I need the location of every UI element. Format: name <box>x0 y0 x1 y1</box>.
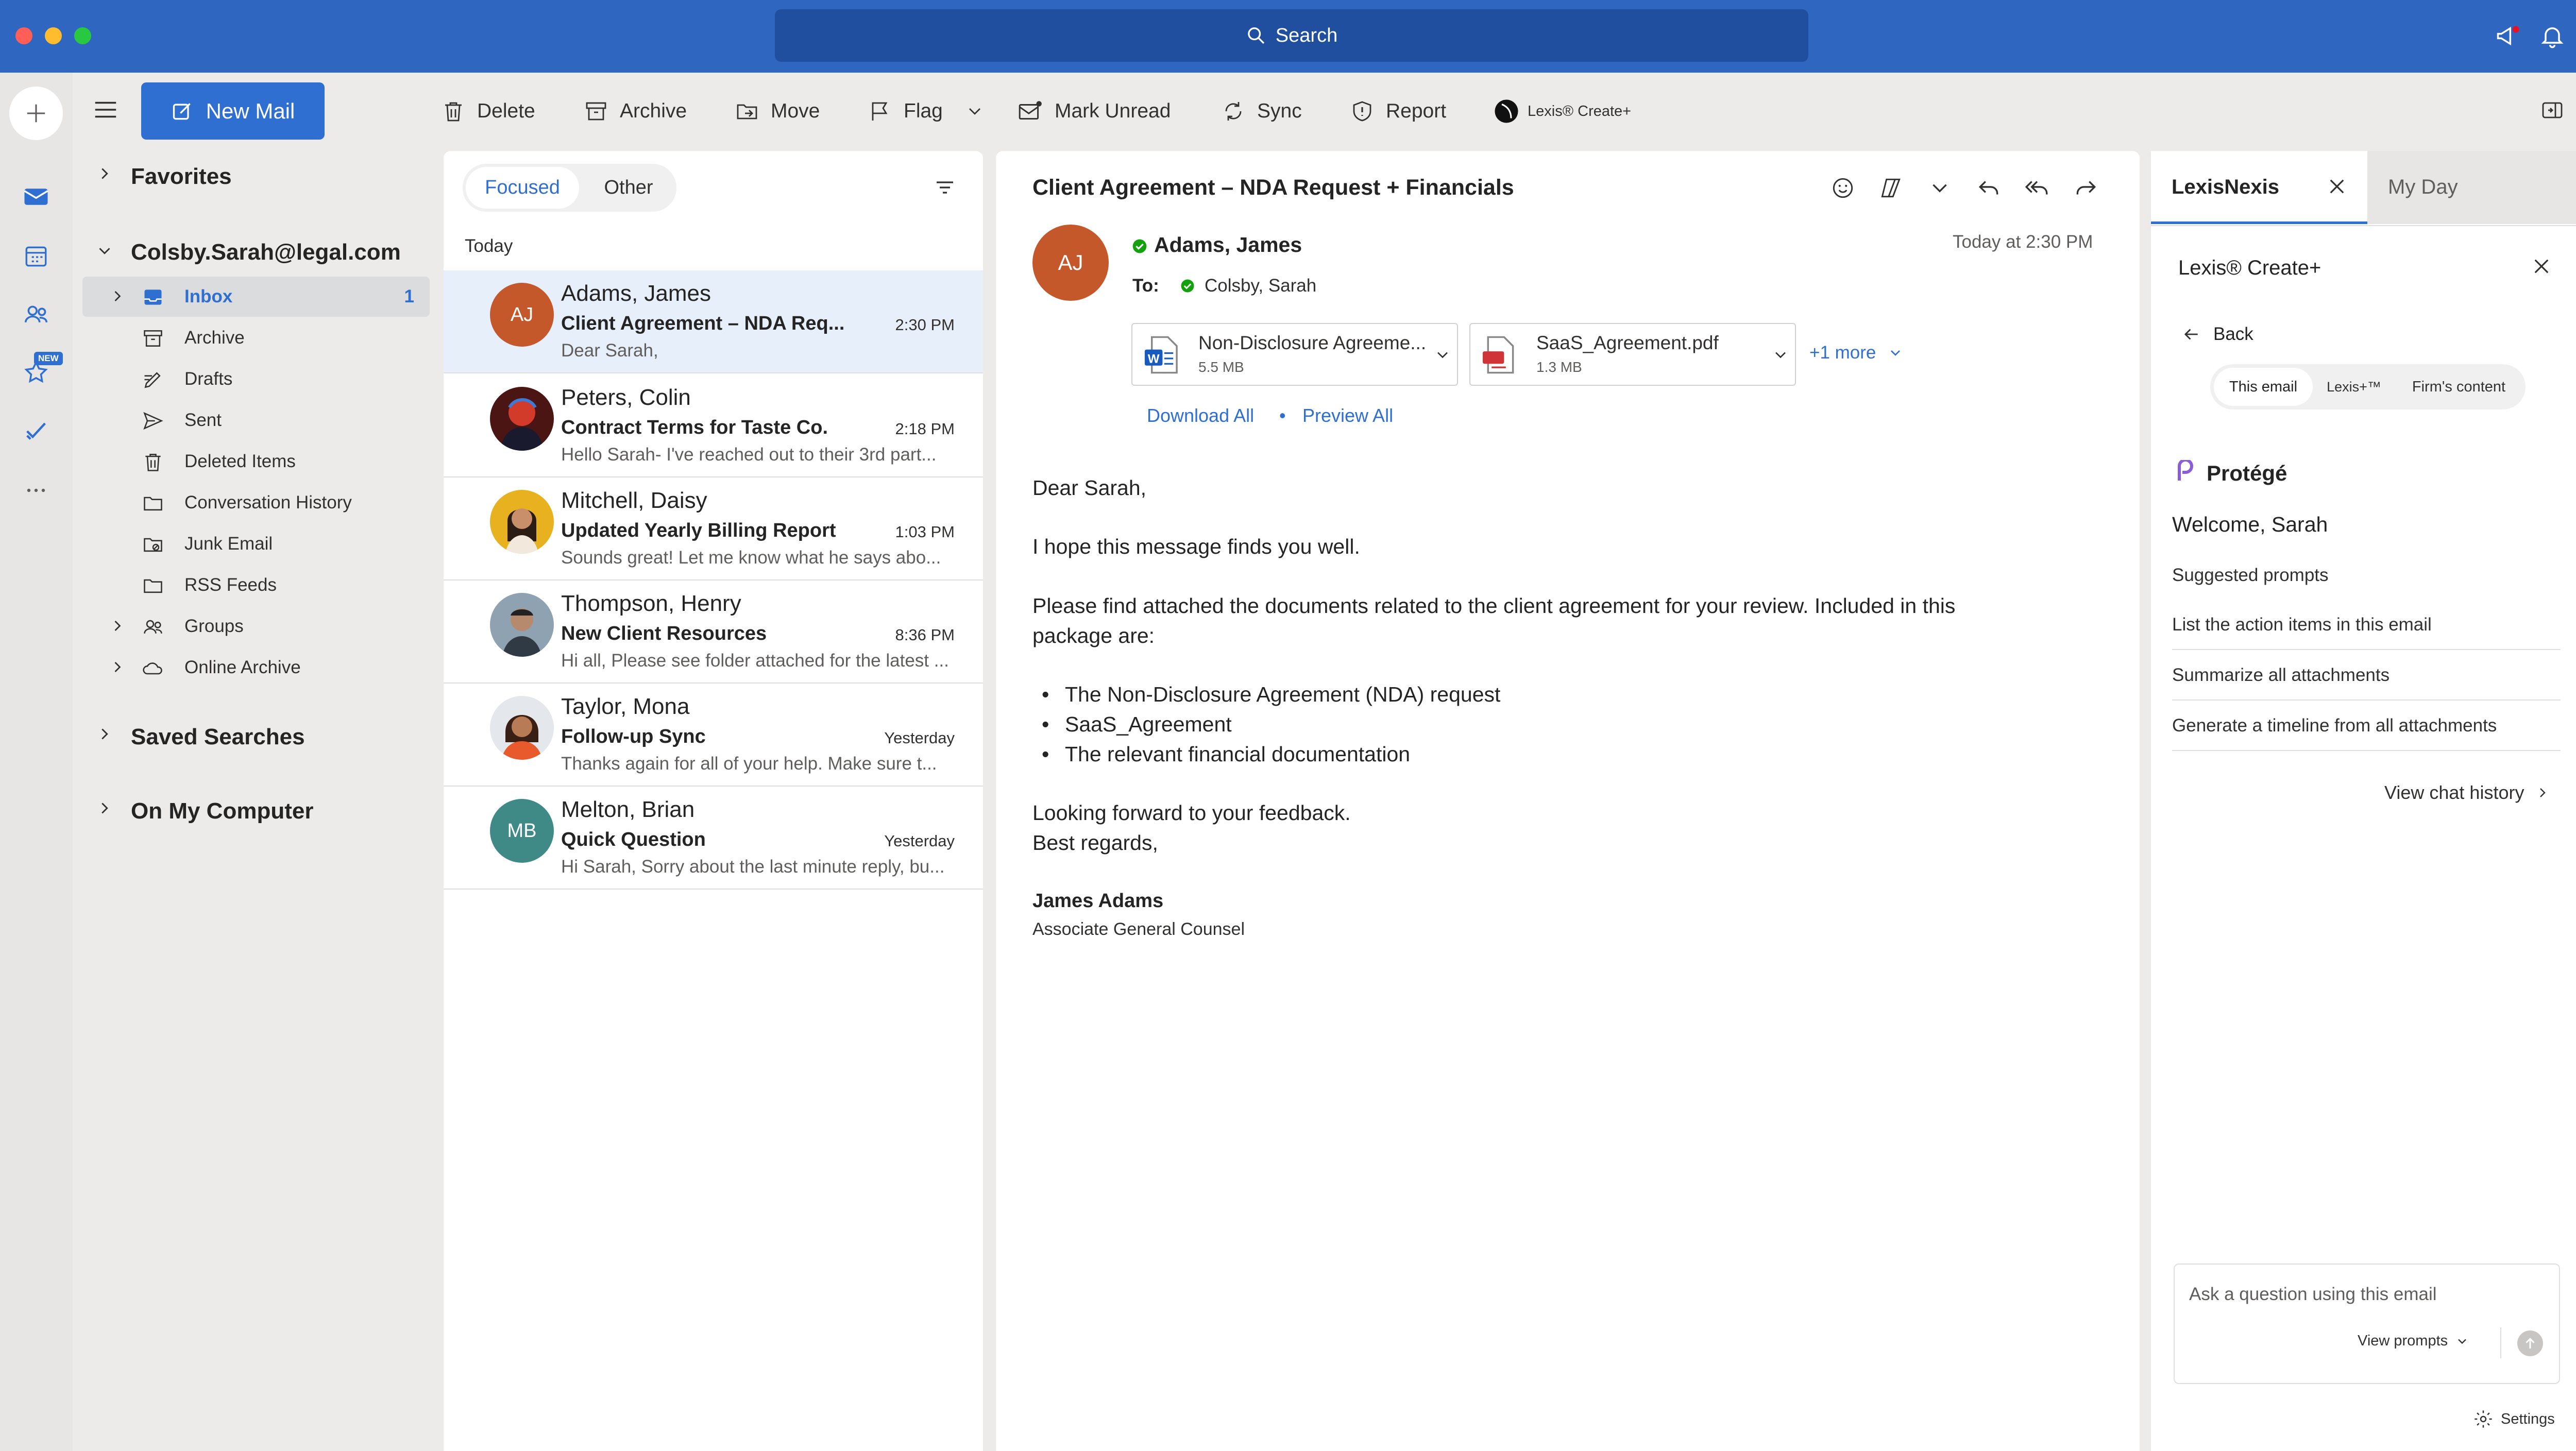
more-attachments-link[interactable] <box>1809 343 1904 363</box>
emoji-reaction-icon[interactable] <box>1830 175 1856 201</box>
app-rail <box>0 73 73 1451</box>
ask-question-box[interactable] <box>2174 1264 2560 1384</box>
archive-button[interactable] <box>584 93 687 129</box>
conversation-history-label: Conversation History <box>184 492 352 513</box>
chevron-down-icon <box>2455 1334 2469 1348</box>
search-icon <box>1246 25 1266 46</box>
avatar: AJ <box>490 283 554 347</box>
chevron-down-icon[interactable] <box>1433 346 1452 364</box>
move-label: Move <box>771 100 820 122</box>
email-paragraph: Looking forward to your feedback. <box>1032 801 1351 825</box>
avatar <box>490 490 554 554</box>
move-folder-icon <box>735 99 759 124</box>
rss-feeds-label: RSS Feeds <box>184 575 277 595</box>
drafts-label: Drafts <box>184 369 233 389</box>
settings-button[interactable] <box>2473 1409 2555 1429</box>
view-prompts-dropdown[interactable] <box>2358 1333 2469 1350</box>
chevron-right-icon <box>108 617 127 635</box>
bell-icon[interactable] <box>2539 23 2566 49</box>
suggested-prompts-heading: Suggested prompts <box>2172 565 2329 585</box>
folder-conversation-history[interactable] <box>82 483 430 523</box>
avatar <box>490 593 554 657</box>
groups-label: Groups <box>184 616 244 636</box>
bullet-item: SaaS_Agreement <box>1065 712 1232 736</box>
junk-email-label: Junk Email <box>184 534 273 554</box>
sender-name: Thompson, Henry <box>561 591 741 616</box>
folder-deleted-items[interactable] <box>82 441 430 482</box>
view-chat-history-label: View chat history <box>2384 782 2524 803</box>
copilot-icon[interactable] <box>1878 175 1904 201</box>
more-attachments-label: +1 more <box>1809 343 1876 363</box>
chevron-right-icon <box>95 724 114 744</box>
scope-firms-content[interactable]: Firm's content <box>2412 378 2506 395</box>
inbox-icon <box>142 286 164 309</box>
suggested-prompt[interactable]: Summarize all attachments <box>2172 651 2561 701</box>
message-row[interactable] <box>444 684 983 787</box>
sender-name: Taylor, Mona <box>561 694 690 719</box>
email-greeting: Dear Sarah, <box>1032 476 1147 500</box>
chevron-down-icon[interactable] <box>1771 346 1790 364</box>
new-badge: NEW <box>34 352 63 365</box>
chevron-right-icon <box>95 164 114 183</box>
compose-icon <box>171 100 194 123</box>
people-icon <box>142 616 164 638</box>
message-row[interactable] <box>444 581 983 684</box>
message-preview: Hi all, Please see folder attached for the latest ... <box>561 651 949 671</box>
saved-searches-expander[interactable] <box>95 724 114 744</box>
attachment-name: SaaS_Agreement.pdf <box>1536 332 1719 353</box>
bullet-item: The Non-Disclosure Agreement (NDA) request <box>1065 682 1501 706</box>
on-my-computer-expander[interactable] <box>95 798 114 818</box>
arrow-up-icon <box>2522 1336 2538 1351</box>
flag-button[interactable] <box>868 93 943 129</box>
svg-text:W: W <box>1147 352 1160 366</box>
attachment-card[interactable] <box>1469 323 1796 386</box>
back-button[interactable] <box>2181 324 2253 345</box>
more-apps-icon[interactable] <box>21 475 52 506</box>
reply-all-icon[interactable] <box>2024 175 2050 201</box>
attachment-name: Non-Disclosure Agreeme... <box>1198 332 1427 353</box>
cloud-archive-icon <box>142 657 164 679</box>
new-mail-button[interactable] <box>141 82 325 140</box>
avatar <box>490 387 554 451</box>
report-label: Report <box>1386 100 1447 122</box>
pencil-icon <box>142 368 164 391</box>
suggested-prompt[interactable]: List the action items in this email <box>2172 601 2561 650</box>
lexis-logo-icon <box>1493 97 1520 125</box>
welcome-text: Welcome, Sarah <box>2172 513 2328 536</box>
mark-unread-button[interactable] <box>1018 93 1171 129</box>
email-subject: Client Agreement – NDA Request + Financials <box>1032 175 1514 200</box>
bullet-marker: • <box>1042 682 1049 706</box>
delete-label: Delete <box>477 100 535 122</box>
todo-app-icon[interactable] <box>21 415 52 446</box>
avatar: MB <box>490 799 554 863</box>
signature-name: James Adams <box>1032 890 1164 912</box>
search-label: Search <box>1275 24 1338 46</box>
message-preview: Sounds great! Let me know what he says abo... <box>561 548 941 568</box>
avatar <box>490 696 554 760</box>
new-mail-label: New Mail <box>206 98 295 123</box>
signature-title: Associate General Counsel <box>1032 919 1245 939</box>
to-label: To: <box>1132 276 1159 296</box>
filter-icon[interactable] <box>933 175 957 200</box>
message-row[interactable] <box>444 374 983 477</box>
message-time: 2:30 PM <box>895 316 955 334</box>
panel-title: Lexis® Create+ <box>2178 257 2321 279</box>
send-icon <box>142 409 164 432</box>
message-subject: New Client Resources <box>561 623 767 644</box>
lexis-create-label: Lexis® Create+ <box>1528 103 1632 120</box>
account-expander[interactable] <box>95 241 114 261</box>
scope-lexis-plus[interactable]: Lexis+™ <box>2327 379 2381 395</box>
view-chat-history-link[interactable] <box>2384 782 2551 804</box>
flag-label: Flag <box>904 100 943 122</box>
flag-options-dropdown[interactable] <box>964 93 985 129</box>
sync-icon <box>1221 99 1246 124</box>
message-row[interactable] <box>444 477 983 581</box>
message-subject: Quick Question <box>561 829 706 850</box>
message-preview: Thanks again for all of your help. Make sure t... <box>561 754 937 774</box>
sender-name[interactable]: Adams, James <box>1154 233 1302 257</box>
protege-title: Protégé <box>2207 461 2287 485</box>
bullet-item: The relevant financial documentation <box>1065 742 1411 766</box>
message-subject: Follow-up Sync <box>561 726 706 747</box>
envelope-icon <box>1018 98 1043 124</box>
move-button[interactable] <box>735 93 820 129</box>
zoom-window-button[interactable] <box>74 27 91 44</box>
bullet-marker: • <box>1042 712 1049 736</box>
tab-focused[interactable]: Focused <box>466 167 579 209</box>
tab-my-day-label: My Day <box>2388 176 2458 198</box>
email-paragraph: package are: <box>1032 624 1155 647</box>
sender-name: Melton, Brian <box>561 797 695 822</box>
folder-icon <box>142 574 164 597</box>
email-paragraph: Please find attached the documents related to the client agreement for your review. Included in this <box>1032 594 1956 618</box>
close-window-button[interactable] <box>15 27 32 44</box>
scope-this-email[interactable]: This email <box>2214 368 2313 406</box>
suggested-prompt[interactable]: Generate a timeline from all attachments <box>2172 702 2561 751</box>
link-separator: • <box>1279 405 1286 426</box>
pane-gutter <box>2140 151 2151 1451</box>
inbox-unread-count: 1 <box>404 286 414 306</box>
message-time: Yesterday <box>884 832 955 850</box>
message-time: 8:36 PM <box>895 626 955 644</box>
trash-icon <box>142 451 164 473</box>
message-row[interactable] <box>444 270 983 373</box>
add-app-button[interactable] <box>9 87 63 140</box>
archive-icon <box>584 99 608 124</box>
sender-name: Mitchell, Daisy <box>561 488 707 513</box>
forward-icon[interactable] <box>2073 175 2099 201</box>
protege-logo-icon <box>2175 460 2196 484</box>
chevron-right-icon <box>2534 784 2551 801</box>
message-time: 1:03 PM <box>895 523 955 541</box>
tab-lexisnexis-label: LexisNexis <box>2172 176 2280 198</box>
search-bar[interactable] <box>775 9 1808 62</box>
back-label: Back <box>2213 324 2253 344</box>
close-icon[interactable] <box>2326 176 2348 197</box>
shield-icon <box>1350 99 1375 124</box>
close-panel-icon[interactable] <box>2531 255 2552 277</box>
inbox-label: Inbox <box>184 286 233 306</box>
view-prompts-label: View prompts <box>2358 1333 2448 1349</box>
folder-icon <box>142 492 164 515</box>
folder-rss-feeds[interactable] <box>82 565 430 605</box>
sent-label: Sent <box>184 410 222 430</box>
favorites-expander[interactable] <box>95 164 114 183</box>
tab-my-day[interactable] <box>2367 151 2576 224</box>
tab-other[interactable]: Other <box>604 177 653 198</box>
word-document-icon <box>1143 335 1179 374</box>
delete-button[interactable] <box>441 93 535 129</box>
report-button[interactable] <box>1350 93 1446 129</box>
favorites-header[interactable]: Favorites <box>131 164 232 189</box>
megaphone-icon[interactable] <box>2495 23 2521 49</box>
deleted-items-label: Deleted Items <box>184 451 296 471</box>
arrow-left-icon <box>2181 325 2201 344</box>
attachment-size: 1.3 MB <box>1536 359 1582 375</box>
message-subject: Contract Terms for Taste Co. <box>561 417 828 438</box>
calendar-app-icon[interactable] <box>21 241 52 271</box>
junk-folder-icon <box>142 533 164 556</box>
folder-inbox[interactable] <box>82 277 430 317</box>
email-timestamp: Today at 2:30 PM <box>1953 232 2093 252</box>
hamburger-menu-icon[interactable] <box>92 96 120 124</box>
message-preview: Hello Sarah- I've reached out to their 3rd part... <box>561 445 937 465</box>
archive-label: Archive <box>620 100 687 122</box>
minimize-window-button[interactable] <box>45 27 62 44</box>
message-time: Yesterday <box>884 729 955 747</box>
settings-label: Settings <box>2501 1410 2555 1427</box>
folder-junk-email[interactable] <box>82 524 430 564</box>
chevron-right-icon <box>108 287 127 305</box>
online-archive-label: Online Archive <box>184 657 301 677</box>
sender-avatar[interactable]: AJ <box>1032 225 1109 301</box>
preview-all-link[interactable]: Preview All <box>1302 405 1394 426</box>
saved-searches-header[interactable]: Saved Searches <box>131 724 305 749</box>
sender-name: Peters, Colin <box>561 385 691 410</box>
divider <box>2500 1327 2501 1358</box>
archive-folder-label: Archive <box>184 328 245 348</box>
archive-icon <box>142 327 164 350</box>
message-time: 2:18 PM <box>895 420 955 438</box>
sender-name: Adams, James <box>561 281 711 306</box>
attachment-card[interactable] <box>1131 323 1458 386</box>
gear-icon <box>2473 1409 2494 1429</box>
account-header[interactable]: Colsby.Sarah@legal.com <box>131 240 401 265</box>
message-subject: Client Agreement – NDA Req... <box>561 313 845 334</box>
presence-available-icon <box>1180 278 1195 294</box>
people-app-icon[interactable] <box>21 299 52 330</box>
plus-icon <box>24 101 48 125</box>
chevron-right-icon <box>108 658 127 676</box>
message-row[interactable] <box>444 787 983 890</box>
recipient-name[interactable]: Colsby, Sarah <box>1205 276 1317 296</box>
chevron-right-icon <box>95 798 114 818</box>
message-preview: Hi Sarah, Sorry about the last minute reply, bu... <box>561 857 945 877</box>
divider <box>2151 225 2576 226</box>
toggle-pane-icon[interactable] <box>2540 98 2565 123</box>
group-header-today: Today <box>465 236 513 256</box>
bullet-marker: • <box>1042 742 1049 766</box>
sync-label: Sync <box>1257 100 1302 122</box>
folder-drafts[interactable] <box>82 359 430 399</box>
chevron-down-icon <box>1887 345 1904 361</box>
folder-sent[interactable] <box>82 400 430 440</box>
chevron-down-icon <box>95 241 114 261</box>
more-actions-chevron-icon[interactable] <box>1927 175 1953 201</box>
flag-icon <box>868 99 892 124</box>
lexis-create-button[interactable] <box>1493 93 1631 129</box>
mail-app-icon[interactable] <box>21 181 52 212</box>
trash-icon <box>441 99 466 124</box>
email-paragraph: Best regards, <box>1032 831 1158 855</box>
pdf-document-icon <box>1481 335 1517 374</box>
tab-lexisnexis[interactable] <box>2151 151 2367 224</box>
message-preview: Dear Sarah, <box>561 340 658 361</box>
attachment-size: 5.5 MB <box>1198 359 1244 375</box>
download-all-link[interactable]: Download All <box>1147 405 1255 426</box>
message-subject: Updated Yearly Billing Report <box>561 520 836 541</box>
ask-question-input[interactable]: Ask a question using this email <box>2189 1284 2437 1304</box>
sync-button[interactable] <box>1221 93 1302 129</box>
email-paragraph: I hope this message finds you well. <box>1032 535 1360 558</box>
folder-archive[interactable] <box>82 318 430 358</box>
folder-online-archive[interactable] <box>82 647 430 688</box>
presence-available-icon <box>1131 238 1148 254</box>
reply-icon[interactable] <box>1976 175 2002 201</box>
on-my-computer-header[interactable]: On My Computer <box>131 798 314 824</box>
folder-groups[interactable] <box>82 606 430 646</box>
mark-unread-label: Mark Unread <box>1055 100 1171 122</box>
send-question-button[interactable] <box>2517 1330 2543 1356</box>
chevron-down-icon <box>964 101 985 122</box>
